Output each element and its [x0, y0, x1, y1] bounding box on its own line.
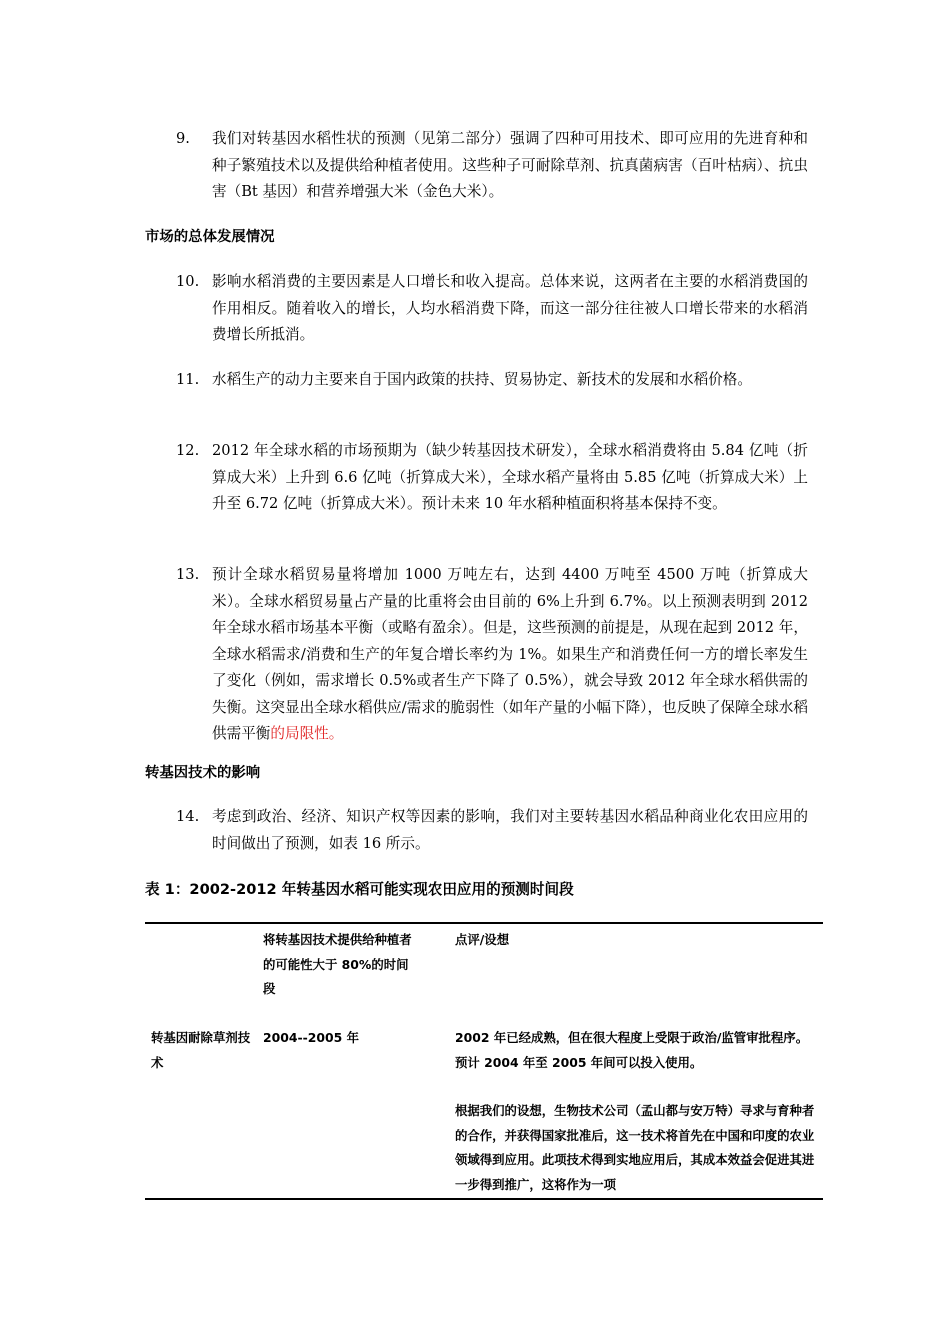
paragraph-text: 我们对转基因水稻性状的预测（见第二部分）强调了四种可用技术、即可应用的先进育种和种子繁殖技术以及提供给种植者使用。这些种子可耐除草剂、抗真菌病害（百叶枯病）、抗虫害（Bt 基因）和营养增强大米（金色大米）。: [212, 130, 808, 200]
table-top-rule: [145, 922, 823, 924]
paragraph-text: 考虑到政治、经济、知识产权等因素的影响，我们对主要转基因水稻品种商业化农田应用的时间做出了预测，如表 16 所示。: [212, 808, 808, 852]
paragraph-text: 水稻生产的动力主要来自于国内政策的扶持、贸易协定、新技术的发展和水稻价格。: [212, 371, 752, 388]
table-row-label: 转基因耐除草剂技术: [151, 1030, 251, 1070]
paragraph-number: 12.: [176, 442, 200, 459]
paragraph-number: 11.: [176, 371, 200, 388]
paragraph-14: [176, 804, 808, 857]
paragraph-number: 9.: [176, 130, 190, 147]
section-heading-impact: 转基因技术的影响: [145, 765, 261, 781]
paragraph-10: [176, 269, 808, 349]
table-header-timeframe: 将转基因技术提供给种植者的可能性大于 80%的时间段: [263, 932, 412, 996]
paragraph-12: [176, 438, 808, 518]
table-row-comment-1: 2002 年已经成熟，但在很大程度上受限于政治/监管审批程序。预计 2004 年至 2005 年间可以投入使用。: [455, 1030, 809, 1070]
paragraph-11: [176, 367, 808, 394]
paragraph-text: [176, 562, 808, 748]
table-row-timeframe: 2004--2005 年: [263, 1030, 359, 1045]
paragraph-text: 影响水稻消费的主要因素是人口增长和收入提高。总体来说，这两者在主要的水稻消费国的作用相反。随着收入的增长，人均水稻消费下降，而这一部分往往被人口增长带来的水稻消费增长所抵消。: [212, 273, 808, 343]
table-row-comment-2: 根据我们的设想，生物技术公司（孟山都与安万特）寻求与育种者的合作，并获得国家批准后，这一技术将首先在中国和印度的农业领域得到应用。此项技术得到实地应用后，其成本效益会促进其进一步得到推广，这将作为一项: [455, 1103, 815, 1192]
forecast-table: [145, 922, 823, 1200]
paragraph-text-main: 预计全球水稻贸易量将增加 1000 万吨左右，达到 4400 万吨至 4500 万吨（折算成大米）。全球水稻贸易量占产量的比重将会由目前的 6%上升到 6.7%。以上预测表明到 2012 年全球水稻市场基本平衡（或略有盈余）。但是，这些预测的前提是，从现在起到 2012 年，全球水稻需求/消费和生产的年复合增长率约为 1%。如果生产和消费任何一方的增长率发生了变化（例如，需求增长 0.5%或者生产下降了 0.5%），就会导致 2012 年全球水稻供需的失衡。这突显出全球水稻供应/需求的脆弱性（如年产量的小幅下降），也反映了保障全球水稻供需平衡: [212, 566, 808, 742]
table-header-comments: 点评/设想: [455, 932, 510, 947]
paragraph-number: 10.: [176, 273, 200, 290]
paragraph-number: 14.: [176, 808, 200, 825]
paragraph-13: [176, 562, 808, 748]
paragraph-9: [176, 126, 808, 206]
paragraph-text: 2012 年全球水稻的市场预期为（缺少转基因技术研发），全球水稻消费将由 5.84 亿吨（折算成大米）上升到 6.6 亿吨（折算成大米），全球水稻产量将由 5.85 亿吨（折算成大米）上升至 6.72 亿吨（折算成大米）。预计未来 10 年水稻种植面积将基本保持不变。: [212, 442, 808, 512]
paragraph-number: 13.: [176, 566, 200, 583]
table-bottom-rule: [145, 1198, 823, 1200]
highlighted-text: 的局限性。: [270, 725, 344, 742]
table-caption: 表 1：2002-2012 年转基因水稻可能实现农田应用的预测时间段: [145, 881, 574, 898]
section-heading-market: 市场的总体发展情况: [145, 229, 275, 245]
